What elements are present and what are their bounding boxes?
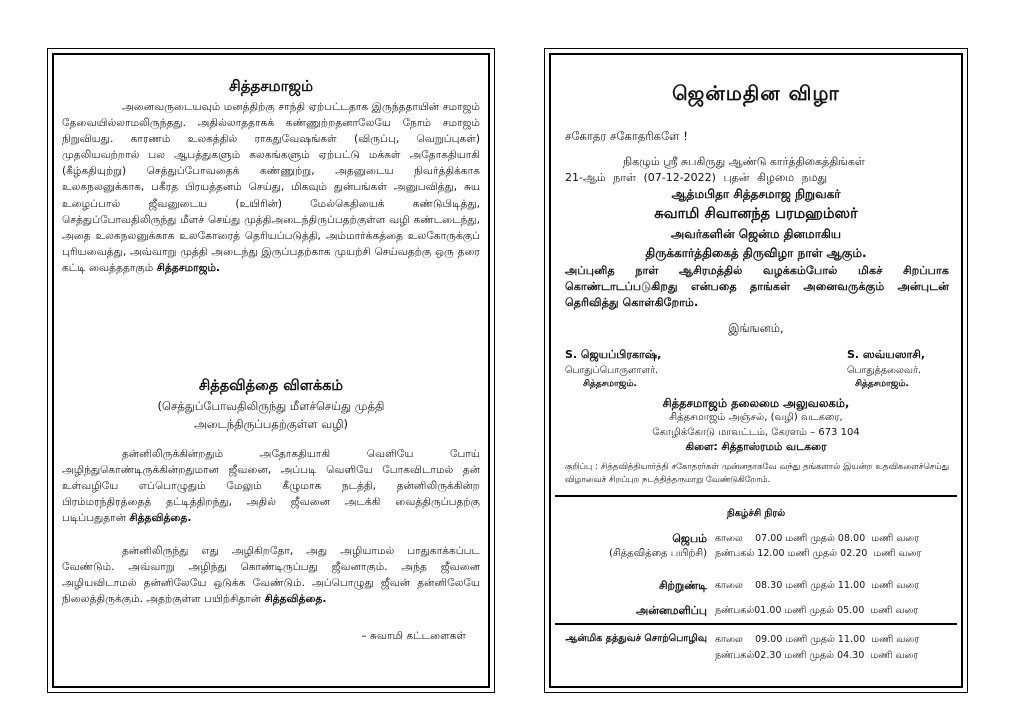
section2-para1-body: தன்னிலிருக்கின்றதும் அதோகதியாகி வெளியே போய் அழிந்துகொண்டிருக்கின்றதுமான ஜீவனை, அப்படி வெளியே போகவிடாமல் தன் உள்வழியே எப்பொழுதும் மேலும் கீழுமாக நடத்தி, தன்னிலிருக்கின்ற பிரம்மரந்திரத்தைத் தட்டித்திறந்து, அதில் ஜீவனை அடக்கி வைத்திருப்பதற்கு படிப்பதுதான்: [62, 448, 480, 525]
signature: – சுவாமி கட்டளைகள்: [361, 630, 466, 642]
signer2-role: பொதுத்தலைவர்.: [847, 365, 921, 376]
intro-bold-end: சித்தசமாஜம்.: [156, 261, 221, 274]
right-panel-border: [549, 53, 963, 688]
schedule-time: காலை 07.00 மணி முதல் 08.00 மணி வரை: [715, 533, 920, 544]
section2-para2-bold: சித்தவித்தை.: [264, 593, 327, 606]
founder-name: சுவாமி சிவானந்த பரமஹம்ஸர்: [654, 206, 858, 222]
hq-address-line1: சித்தசமாஜம் அஞ்சல், (வழி) வடகரை,: [669, 412, 843, 423]
section2-para1-bold: சித்தவித்தை.: [129, 512, 192, 525]
branch-line: கிளை: சித்தாஸ்ரமம் வடகரை: [685, 441, 827, 453]
festival-line: திருக்கார்த்திகைத் திருவிழா நாள் ஆகும்.: [645, 246, 867, 260]
signer1-name: S. ஜெயப்பிரகாஷ்,: [565, 348, 662, 361]
left-title: சித்தசமாஜம்: [228, 77, 314, 95]
schedule-time: நண்பகல்02.30 மணி முதல் 04.30 மணி வரை: [715, 650, 919, 661]
hq-title: சித்தசமாஜம் தலைமை அலுவலகம்,: [662, 396, 850, 410]
salutation: சகோதர சகோதரிகளே !: [565, 129, 688, 143]
signer1-org: சித்தசமாஜம்.: [583, 379, 637, 389]
schedule-sublabel-practice: (சித்தவித்தை பயிற்சி): [608, 548, 707, 559]
schedule-label-discourse: ஆன்மிக தத்துவச் சொற்பொழிவு: [565, 633, 707, 644]
schedule-label-prayer: ஜெபம்: [672, 532, 707, 545]
schedule-time: நண்பகல்01.00 மணி முதல் 05.00 மணி வரை: [715, 605, 919, 616]
signer1-role: பொதுப்பொருளாளர்.: [565, 365, 659, 376]
invite-line2: 21-ஆம் நாள் (07-12-2022) புதன் கிழமை நமது: [565, 171, 828, 184]
section2-paragraph1: [62, 446, 480, 526]
note: குறிப்பு : சித்தவித்தியார்த்தி சகோதரர்கள் முன்னதாகவே வந்து தங்களால் இயன்ற உதவிகளைச்செய்து விழாவைச் சிறப்புற நடத்தித்தருமாறு வேண்டுகிறோம்.: [565, 461, 949, 484]
hq-address-line2: கோழிக்கோடு மாவட்டம், கேரளம் – 673 104: [652, 427, 860, 438]
section2-para2-body: தன்னிலிருந்து எது அழிகிறதோ, அது அழியாமல் பாதுகாக்கப்பட வேண்டும். அவ்வாறு அழிந்து கொண்டிருப்பது ஜீவனாகும். அந்த ஜீவனை அழியவிடாமல் தன்னிலேயே ஒடுக்க வேண்டும். அப்பொழுது ஜீவன் தன்னிலேயே நிலைத்திருக்கும். அதற்குள்ள பயிற்சிதான்: [62, 545, 480, 606]
section2-subtitle-line1: (செத்துப்போவதிலிருந்து மீளச்செய்து முத்தி: [157, 399, 385, 413]
section2-title: சித்தவித்தை விளக்கம்: [198, 378, 344, 394]
schedule-label-lunch: அன்னமளிப்பு: [636, 604, 707, 617]
left-panel: [47, 48, 495, 693]
birthday-line: அவர்களின் ஜென்ம தினமாகிய: [670, 227, 842, 241]
schedule-time: காலை 08.30 மணி முதல் 11.00 மணி வரை: [715, 580, 920, 591]
invite-paragraph: அப்புனித நாள் ஆசிரமத்தில் வழக்கம்போல் மிகச் சிறப்பாக கொண்டாடப்படுகிறது என்பதை தாங்கள் அனைவருக்கும் அன்புடன் தெரிவித்து கொள்கிறோம்.: [565, 264, 949, 309]
intro-body: அனைவருடையவும் மனத்திற்கு சாந்தி ஏற்பட்டதாக இருந்ததாயின் சமாஜம் தேவையில்லாமலிருந்தது. அதில்லாததாகக் கண்ணுற்றதனாலேயே நோம் சமாஜம் நிறுவியது. காரணம் உலகத்தில் ராகதுவேஷங்கள் (விருப்பு, வெறுப்புகள்) முதலியவற்றால் பல ஆபத்துகளும் கலகங்களும் ஏற்பட்டு மக்கள் அதோகதியாகி (கீழ்கதியுற்று) செத்துப்போவதைக் கண்ணுற்று, அதனுடைய நிவர்த்திக்காக உலகநலனுக்காக, பகீரத பிரயத்தனம் செய்து, மிகவும் துன்பங்கள் அனுபவித்து, சுய உழைப்பால் ஜீவனுடைய (உயிரின்) மேல்கெதியைக் கண்டுபிடித்து, செத்துப்போவதிலிருந்து மீளச் செய்து முத்திஅடைந்திருப்பதற்குள்ள வழி கண்டடைந்து, அதை உலகநலனுக்காக உலகோரைத் தெரியப்படுத்தி, அம்மார்க்கத்தை உலகோருக்குப் புரியவைத்து, அவ்வாறு முத்தி அடைந்து இருப்பதற்காக முயற்சி செய்வதற்கு ஒரு தரை கட்டி வைத்ததாகும்: [62, 101, 480, 274]
regards: இங்ஙனம்,: [728, 321, 784, 335]
right-title: ஜென்மதின விழா: [672, 81, 840, 105]
signer2-org: சித்தசமாஜம்.: [855, 379, 909, 389]
intro-paragraph: [62, 99, 480, 276]
schedule-time: காலை 09.00 மணி முதல் 11.00 மணி வரை: [715, 634, 920, 645]
schedule-title: நிகழ்ச்சி நிரல்: [726, 508, 786, 519]
section2-paragraph2: [62, 543, 480, 607]
founder-title: ஆத்மபிதா சித்தசமாஜ நிறுவகர்: [671, 187, 841, 201]
schedule-lower-divider: [555, 623, 957, 625]
section2-subtitle-line2: அடைந்திருப்பதற்குள்ள வழி): [193, 417, 349, 431]
signer2-name: S. ஸவ்யஸாசி,: [847, 348, 926, 361]
schedule-time: நண்பகல் 12.00 மணி முதல் 02.20 மணி வரை: [715, 548, 922, 559]
invite-line1: நிகழும் ஸ்ரீ சுபகிருது ஆண்டு கார்த்திகைத்திங்கள்: [623, 155, 865, 168]
right-panel: [544, 48, 968, 693]
schedule-divider: [555, 495, 957, 497]
left-panel-border: [52, 53, 490, 688]
schedule-label-breakfast: சிற்றுண்டி: [658, 579, 707, 592]
